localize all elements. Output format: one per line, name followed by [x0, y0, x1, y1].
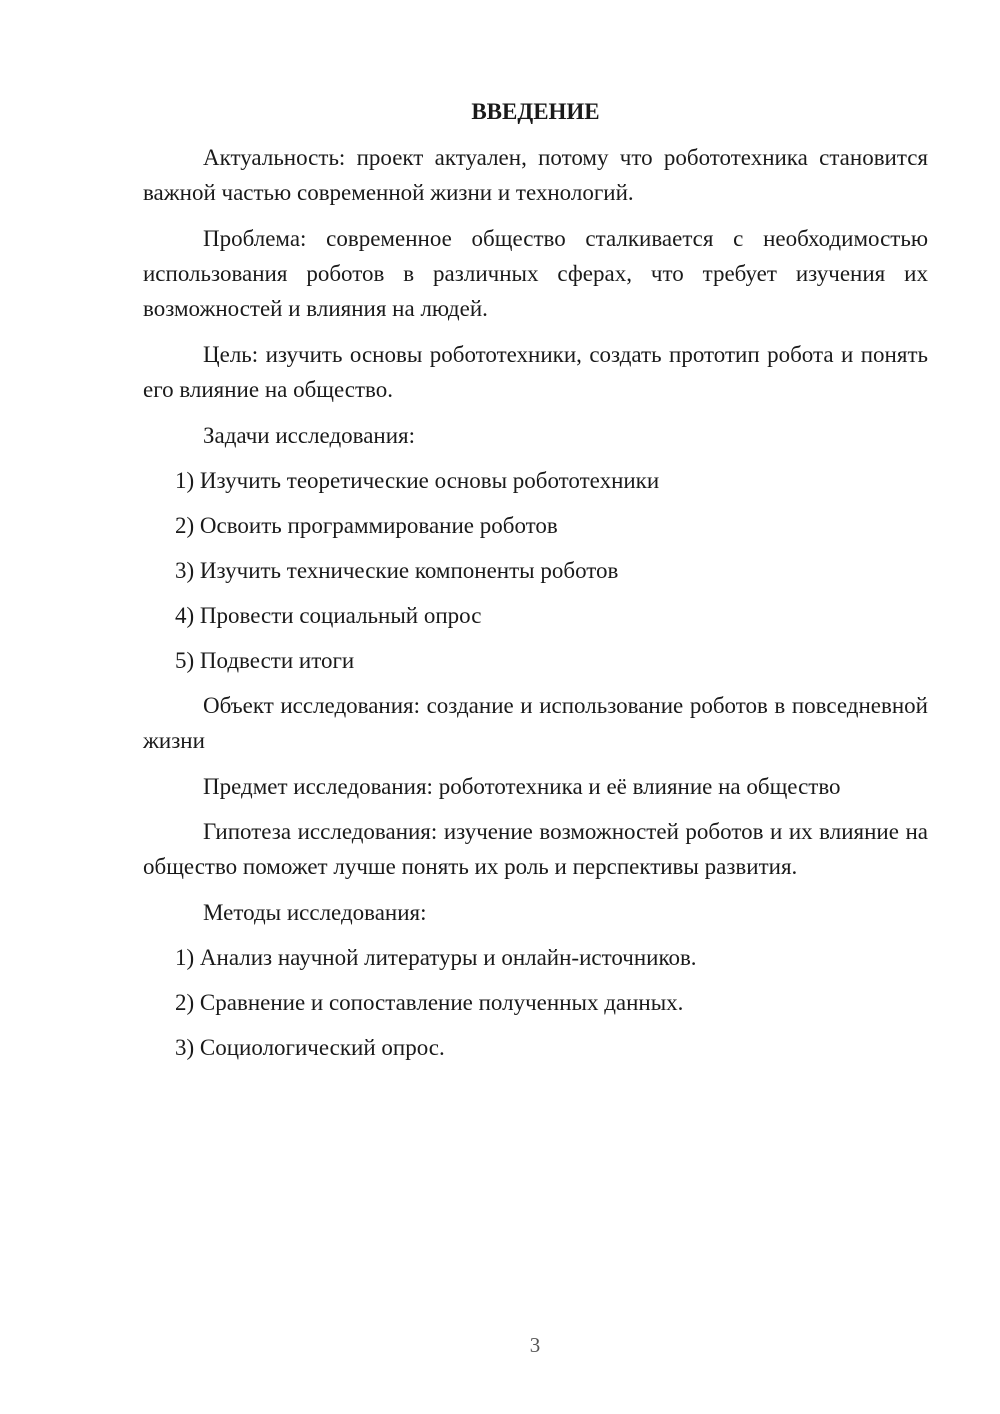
list-item: 5) Подвести итоги — [175, 648, 355, 673]
subject-paragraph: Предмет исследования: робототехника и её влияние на общество — [203, 774, 841, 799]
methods-heading: Методы исследования: — [203, 900, 427, 925]
list-item: 2) Сравнение и сопоставление полученных данных. — [175, 990, 684, 1015]
methods-list — [143, 940, 928, 1065]
tasks-list — [143, 463, 928, 678]
hypothesis-paragraph: Гипотеза исследования: изучение возможностей роботов и их влияние на общество поможет лучше понять их роль и перспективы развития. — [143, 819, 928, 879]
list-item: 1) Анализ научной литературы и онлайн-источников. — [175, 945, 697, 970]
list-item: 1) Изучить теоретические основы робототехники — [175, 468, 660, 493]
section-title: ВВЕДЕНИЕ — [471, 99, 600, 124]
problem-paragraph: Проблема: современное общество сталкивается с необходимостью использования роботов в различных сферах, что требует изучения их возможностей и влияния на людей. — [143, 226, 928, 321]
page-number: 3 — [529, 1333, 541, 1357]
list-item: 3) Социологический опрос. — [175, 1035, 445, 1060]
list-item: 4) Провести социальный опрос — [175, 603, 482, 628]
relevance-paragraph: Актуальность: проект актуален, потому что робототехника становится важной частью современной жизни и технологий. — [143, 145, 928, 205]
tasks-heading: Задачи исследования: — [203, 423, 416, 448]
document-body — [143, 94, 928, 1075]
list-item: 3) Изучить технические компоненты роботов — [175, 558, 619, 583]
goal-paragraph: Цель: изучить основы робототехники, создать прототип робота и понять его влияние на общество. — [143, 342, 928, 402]
object-paragraph: Объект исследования: создание и использование роботов в повседневной жизни — [143, 693, 928, 753]
list-item: 2) Освоить программирование роботов — [175, 513, 558, 538]
